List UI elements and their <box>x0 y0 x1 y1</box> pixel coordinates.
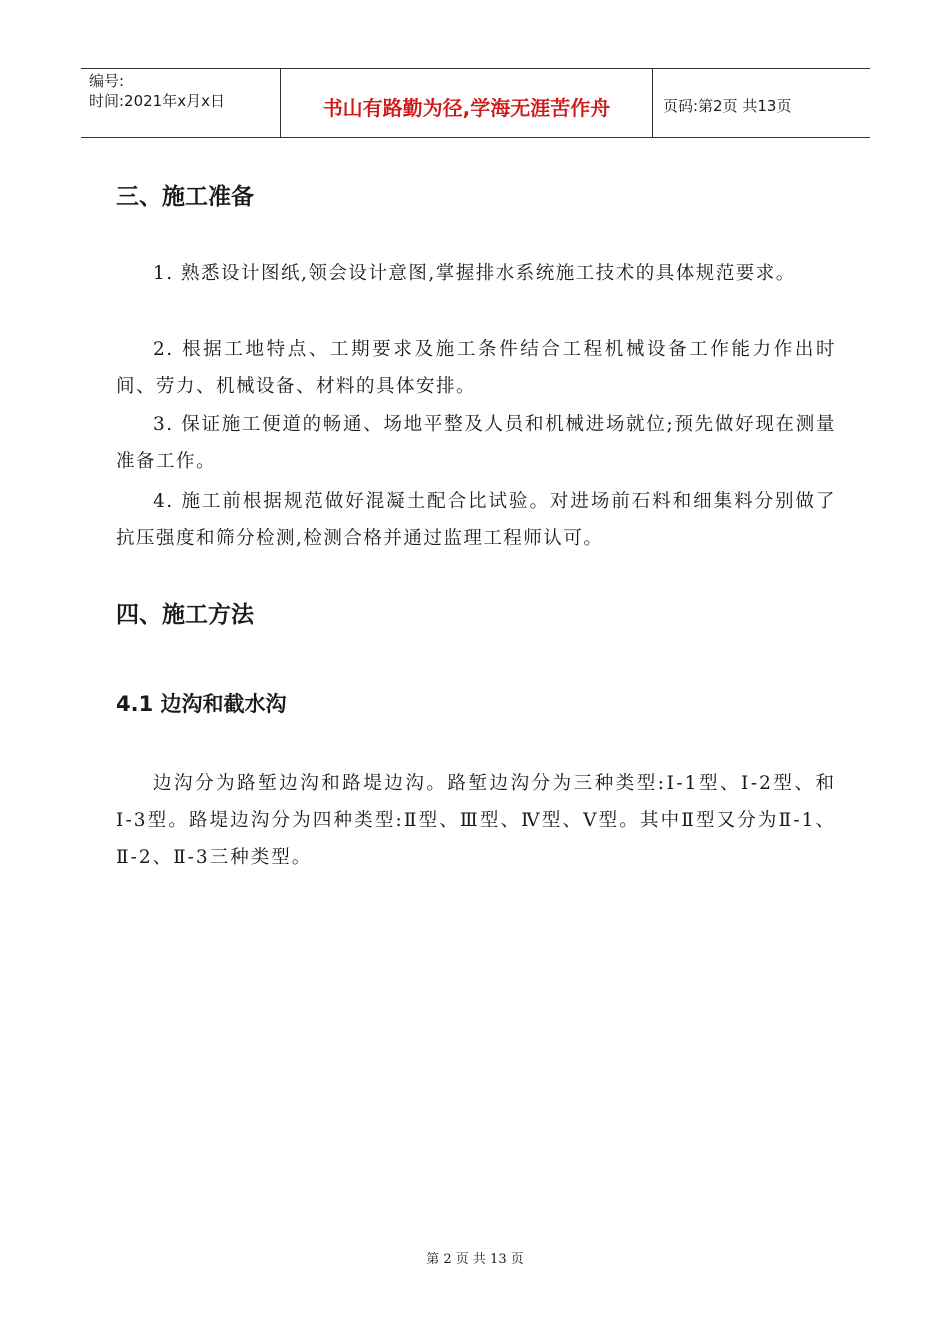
document-header <box>81 68 870 138</box>
header-page-info: 页码:第2页 共13页 <box>663 96 792 115</box>
header-meta-cell <box>81 69 281 137</box>
header-motto: 书山有路勤为径,学海无涯苦作舟 <box>281 69 653 137</box>
document-number-label: 编号: <box>89 72 125 90</box>
section-title-method: 四、施工方法 <box>116 602 254 628</box>
prep-item-4: 4. 施工前根据规范做好混凝土配合比试验。对进场前石料和细集料分别做了抗压强度和筛分检测,检测合格并通过监理工程师认可。 <box>116 491 836 549</box>
prep-item-2: 2. 根据工地特点、工期要求及施工条件结合工程机械设备工作能力作出时间、劳力、机械设备、材料的具体安排。 <box>116 339 836 397</box>
section-title-preparation: 三、施工准备 <box>116 184 254 210</box>
prep-item-3: 3. 保证施工便道的畅通、场地平整及人员和机械进场就位;预先做好现在测量准备工作。 <box>116 414 836 472</box>
prep-item-1: 1. 熟悉设计图纸,领会设计意图,掌握排水系统施工技术的具体规范要求。 <box>153 263 796 284</box>
page-footer: 第 2 页 共 13 页 <box>426 1252 524 1267</box>
subsection-body-ditch: 边沟分为路堑边沟和路堤边沟。路堑边沟分为三种类型:Ⅰ-1型、Ⅰ-2型、和Ⅰ-3型。路堤边沟分为四种类型:Ⅱ型、Ⅲ型、Ⅳ型、Ⅴ型。其中Ⅱ型又分为Ⅱ-1、Ⅱ-2、Ⅱ-3三种类型。 <box>116 773 836 868</box>
subsection-title-ditch: 4.1 边沟和截水沟 <box>116 692 287 716</box>
document-time-label: 时间:2021年x月x日 <box>89 92 225 110</box>
